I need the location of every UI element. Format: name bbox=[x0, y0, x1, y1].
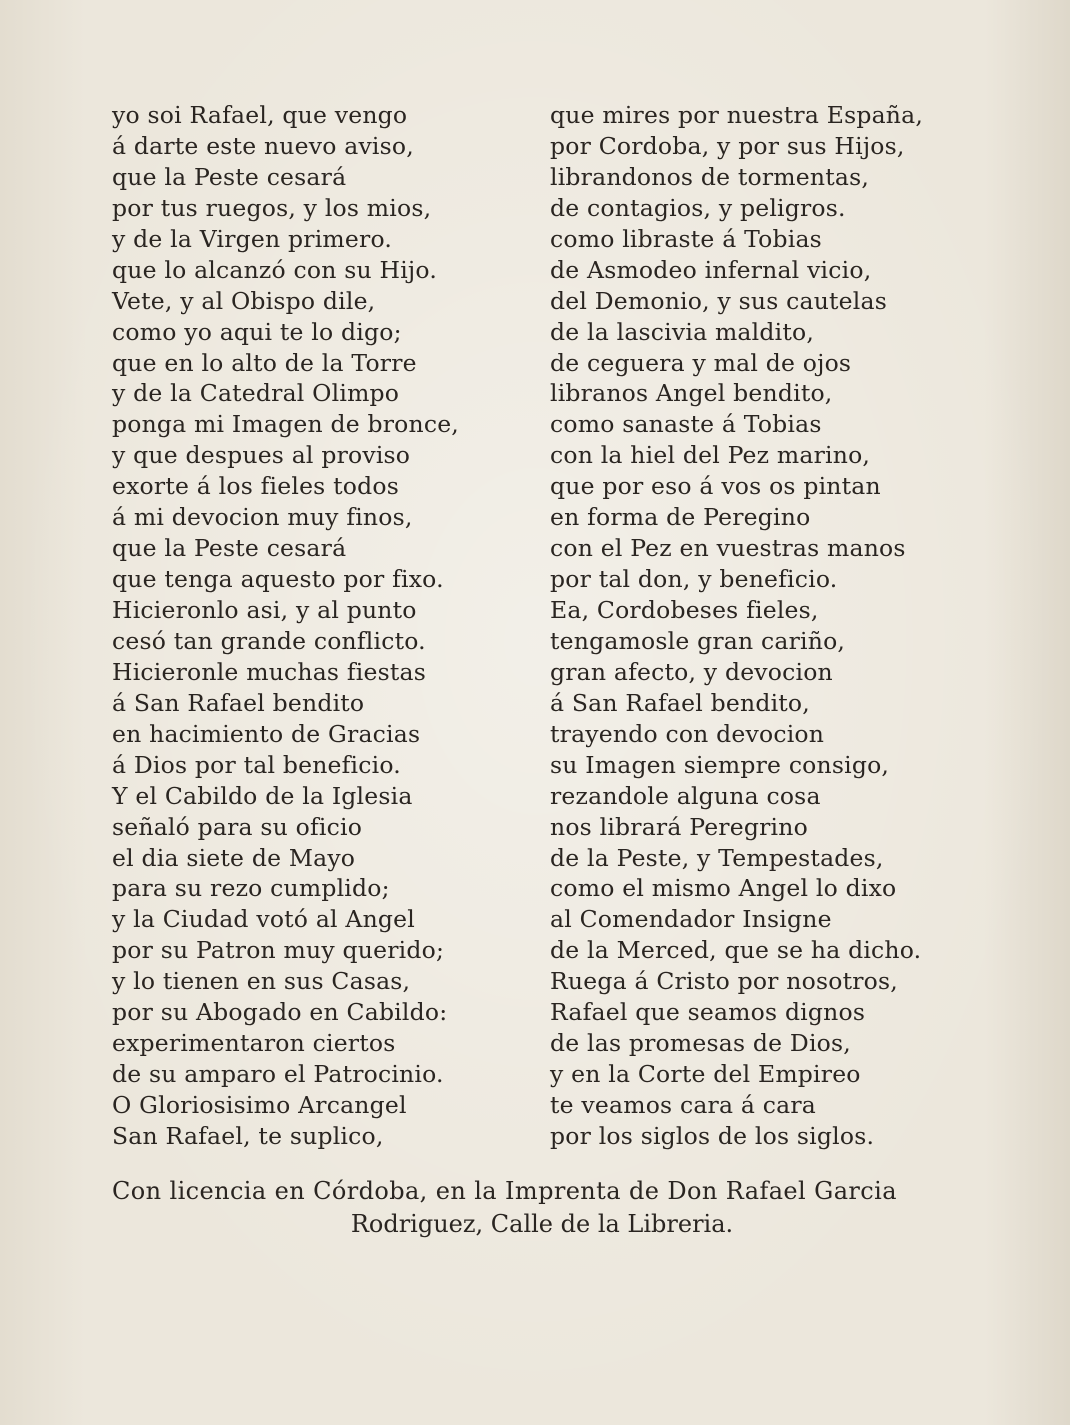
verse-line: por tus ruegos, y los mios, bbox=[112, 193, 432, 222]
verse-line: para su rezo cumplido; bbox=[112, 874, 390, 903]
verse-line: por su Patron muy querido; bbox=[112, 936, 445, 965]
verse-line: exorte á los fieles todos bbox=[112, 472, 399, 501]
verse-line: en forma de Peregino bbox=[550, 503, 811, 532]
verse-line: y lo tienen en sus Casas, bbox=[112, 967, 411, 996]
verse-line: de Asmodeo infernal vicio, bbox=[550, 255, 872, 284]
verse-line: por tal don, y beneficio. bbox=[550, 565, 838, 594]
verse-line: que lo alcanzó con su Hijo. bbox=[112, 255, 438, 284]
verse-line: Vete, y al Obispo dile, bbox=[112, 286, 376, 315]
verse-line: y que despues al proviso bbox=[112, 441, 411, 470]
verse-line: por los siglos de los siglos. bbox=[550, 1121, 875, 1150]
verse-line: Y el Cabildo de la Iglesia bbox=[112, 781, 413, 810]
verse-line: á San Rafael bendito bbox=[112, 688, 365, 717]
verse-line: como libraste á Tobias bbox=[550, 224, 822, 253]
verse-line: que en lo alto de la Torre bbox=[112, 348, 417, 377]
verse-line: de la Merced, que se ha dicho. bbox=[550, 936, 922, 965]
verse-line: te veamos cara á cara bbox=[550, 1091, 816, 1119]
verse-line: librandonos de tormentas, bbox=[550, 162, 870, 191]
verse-line: á Dios por tal beneficio. bbox=[112, 750, 401, 779]
verse-line: trayendo con devocion bbox=[550, 719, 825, 748]
verse-line: de su amparo el Patrocinio. bbox=[112, 1060, 444, 1089]
verse-line: del Demonio, y sus cautelas bbox=[550, 286, 887, 315]
verse-line: Ea, Cordobeses fieles, bbox=[550, 596, 819, 624]
verse-line: por su Abogado en Cabildo: bbox=[112, 998, 448, 1027]
verse-column-right bbox=[550, 100, 990, 1152]
verse-line: rezandole alguna cosa bbox=[550, 781, 821, 810]
verse-line: el dia siete de Mayo bbox=[112, 843, 356, 872]
verse-line: que tenga aquesto por fixo. bbox=[112, 565, 444, 594]
verse-line: San Rafael, te suplico, bbox=[112, 1121, 384, 1150]
verse-line: en hacimiento de Gracias bbox=[112, 719, 421, 748]
verse-line: yo soi Rafael, que vengo bbox=[112, 101, 408, 129]
verse-line: que la Peste cesará bbox=[112, 162, 347, 191]
verse-column-left bbox=[112, 100, 512, 1152]
verse-line: ponga mi Imagen de bronce, bbox=[112, 410, 459, 439]
verse-line: experimentaron ciertos bbox=[112, 1029, 396, 1058]
verse-line: Rafael que seamos dignos bbox=[550, 998, 866, 1027]
verse-line: nos librará Peregrino bbox=[550, 812, 808, 841]
imprint-line-1: Con licencia en Córdoba, en la Imprenta de Don Rafael Garcia bbox=[112, 1177, 897, 1205]
verse-line: de contagios, y peligros. bbox=[550, 193, 846, 222]
verse-line: O Gloriosisimo Arcangel bbox=[112, 1091, 407, 1119]
verse-line: que por eso á vos os pintan bbox=[550, 472, 881, 501]
imprint-line-2: Rodriguez, Calle de la Libreria. bbox=[350, 1210, 734, 1238]
verse-line: Hicieronle muchas fiestas bbox=[112, 657, 426, 686]
verse-line: como el mismo Angel lo dixo bbox=[550, 874, 897, 903]
verse-line: y en la Corte del Empireo bbox=[550, 1060, 861, 1089]
verse-line: señaló para su oficio bbox=[112, 812, 363, 841]
verse-line: que mires por nuestra España, bbox=[550, 101, 923, 129]
verse-line: como sanaste á Tobias bbox=[550, 410, 822, 439]
verse-line: á darte este nuevo aviso, bbox=[112, 131, 414, 160]
verse-line: que la Peste cesará bbox=[112, 534, 347, 563]
verse-line: por Cordoba, y por sus Hijos, bbox=[550, 131, 905, 160]
verse-line: su Imagen siempre consigo, bbox=[550, 750, 890, 779]
verse-line: al Comendador Insigne bbox=[550, 905, 832, 934]
verse-line: como yo aqui te lo digo; bbox=[112, 317, 402, 346]
verse-line: de la Peste, y Tempestades, bbox=[550, 843, 884, 872]
verse-line: de la lascivia maldito, bbox=[550, 317, 814, 346]
verse-line: tengamosle gran cariño, bbox=[550, 626, 846, 655]
verse-line: Ruega á Cristo por nosotros, bbox=[550, 967, 898, 996]
verse-line: con el Pez en vuestras manos bbox=[550, 534, 906, 563]
verse-line: y la Ciudad votó al Angel bbox=[112, 905, 415, 934]
verse-line: gran afecto, y devocion bbox=[550, 657, 833, 686]
printer-imprint bbox=[112, 1175, 972, 1241]
verse-line: á San Rafael bendito, bbox=[550, 688, 810, 717]
verse-line: á mi devocion muy finos, bbox=[112, 503, 413, 532]
verse-line: Hicieronlo asi, y al punto bbox=[112, 596, 417, 624]
verse-line: y de la Virgen primero. bbox=[112, 224, 393, 253]
verse-line: de las promesas de Dios, bbox=[550, 1029, 851, 1058]
verse-line: de ceguera y mal de ojos bbox=[550, 348, 852, 377]
verse-line: con la hiel del Pez marino, bbox=[550, 441, 871, 470]
verse-line: y de la Catedral Olimpo bbox=[112, 379, 400, 408]
verse-line: cesó tan grande conflicto. bbox=[112, 626, 426, 655]
verse-line: libranos Angel bendito, bbox=[550, 379, 833, 408]
